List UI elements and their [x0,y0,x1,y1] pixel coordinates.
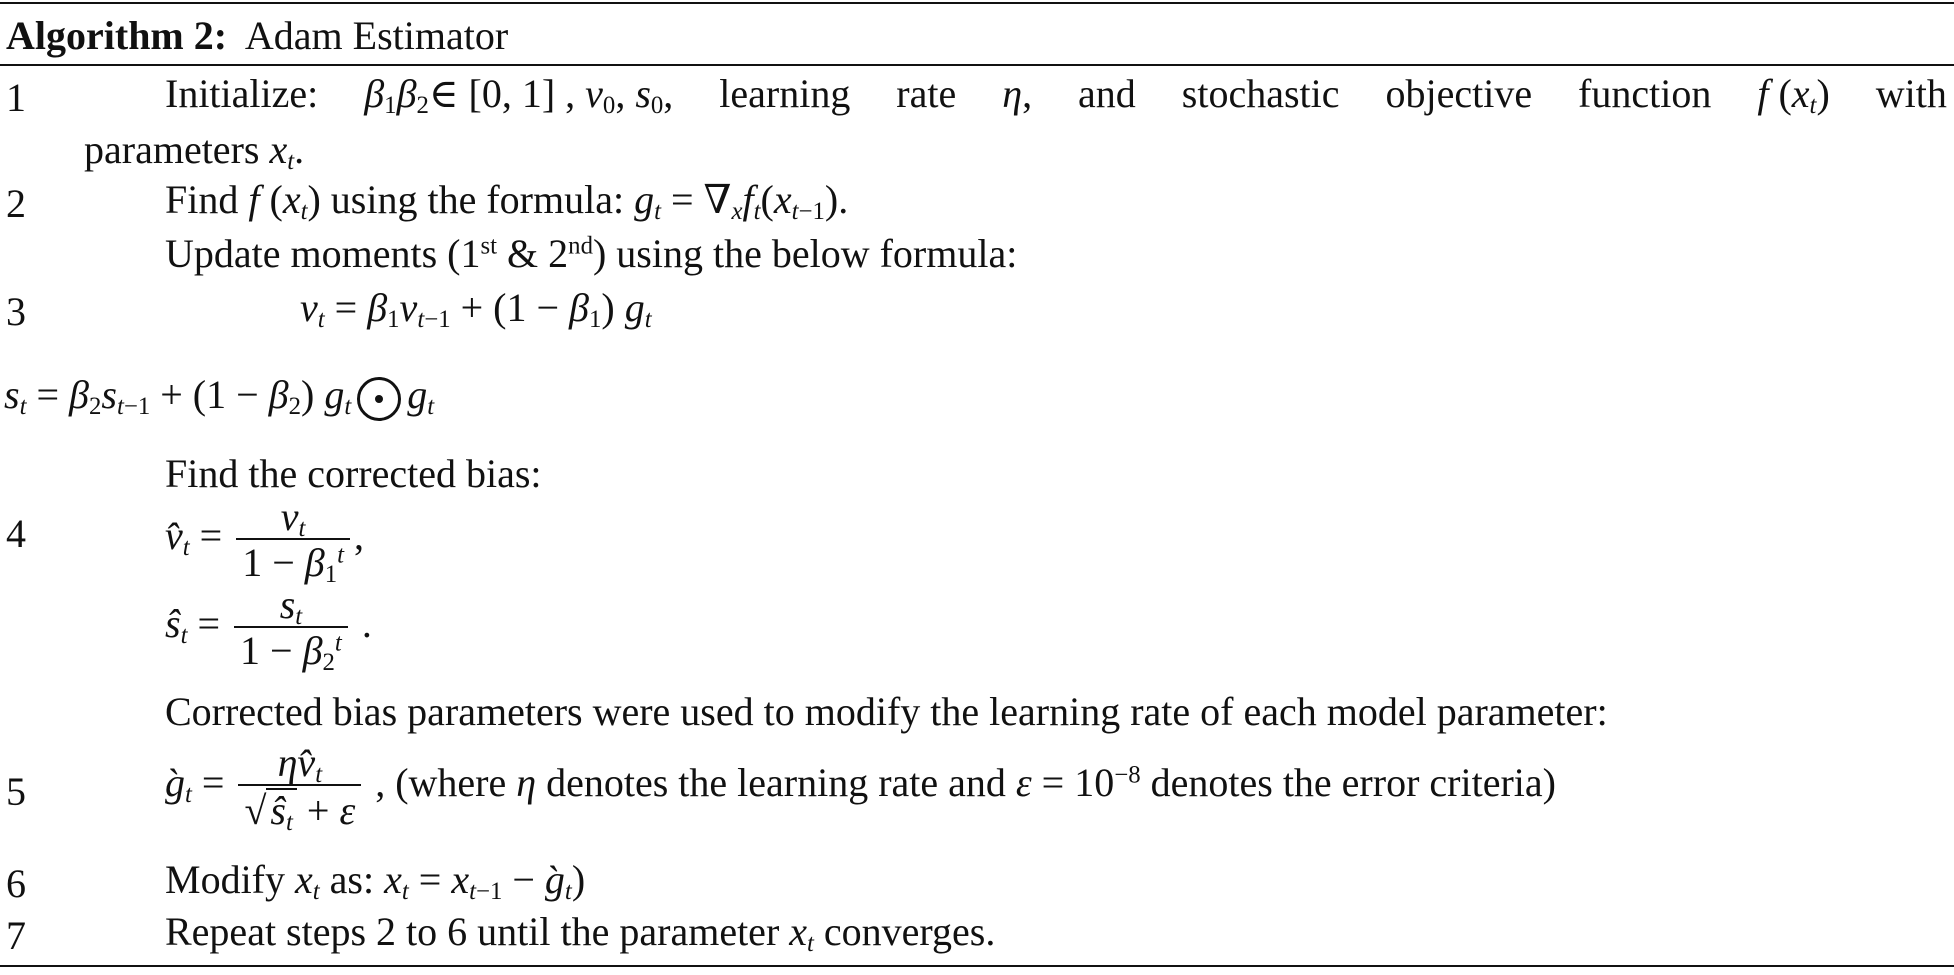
update-moments-text: Update moments (1st & 2nd) using the below formula: [165,231,1018,276]
bottom-rule [0,965,1954,967]
corrected-bias-params-text: Corrected bias parameters were used to modify the learning rate of each model parameter: [165,689,1608,734]
step-number: 3 [6,289,26,334]
step-number: 2 [6,181,26,226]
top-rule [0,2,1954,4]
step-number: 4 [6,511,26,556]
step-2-text: Find f $(x_t)$ using the formula: $g_t = \nabla_xf_t(x_{t-1})$. [165,177,849,226]
corrected-bias-text: Find the corrected bias: [165,451,542,496]
algorithm-name: Adam Estimator [244,13,509,58]
moment-v-equation: $v_t = \beta_1v_{t-1} + (1 - \beta_1)$ $g_t$ [300,285,652,334]
algorithm-label: Algorithm 2: [6,13,228,58]
step-number: 1 [6,75,26,120]
algorithm-title [6,12,508,59]
bias-v-equation: $v̂_t$ = $\frac{v_t}{1 - \beta_1^t}$ , [165,494,364,589]
bias-s-equation: $ŝ_t$ = $\frac{s_t}{1 - \beta_2^t}$ . [165,582,372,677]
step-number: 6 [6,861,26,906]
step-6-text: Modify $x_t$ as: $x_t = x_{t-1}$ − $g̀_t$) [165,857,586,906]
step-number: 5 [6,769,26,814]
header-rule [0,64,1954,66]
step-number: 7 [6,913,26,958]
step-1-line-a: Initialize: $\beta_1\beta_2\in$ [0, 1] , $v_0$, $s_0$, learning rate η, and stochastic objective function f $(x_t)$ with [165,71,1947,120]
hadamard-product-icon [357,377,401,421]
step-7-text: Repeat steps 2 to 6 until the parameter $x_t$ converges. [165,909,996,958]
update-rule-equation: $g̀_t$ = $\frac{\eta v̂_t}{√ ŝ_t + \varepsilon}$ , (where η denotes the learning rate and $\varepsilon = 10^{-8}$ denotes the error criteria) [165,740,1556,837]
moment-s-equation: $s_t = \beta_2s_{t-1} + (1 - \beta_2)$ $g_t$ $g_t$ [4,372,435,421]
step-1-line-b: parameters $x_t$. [84,127,305,176]
